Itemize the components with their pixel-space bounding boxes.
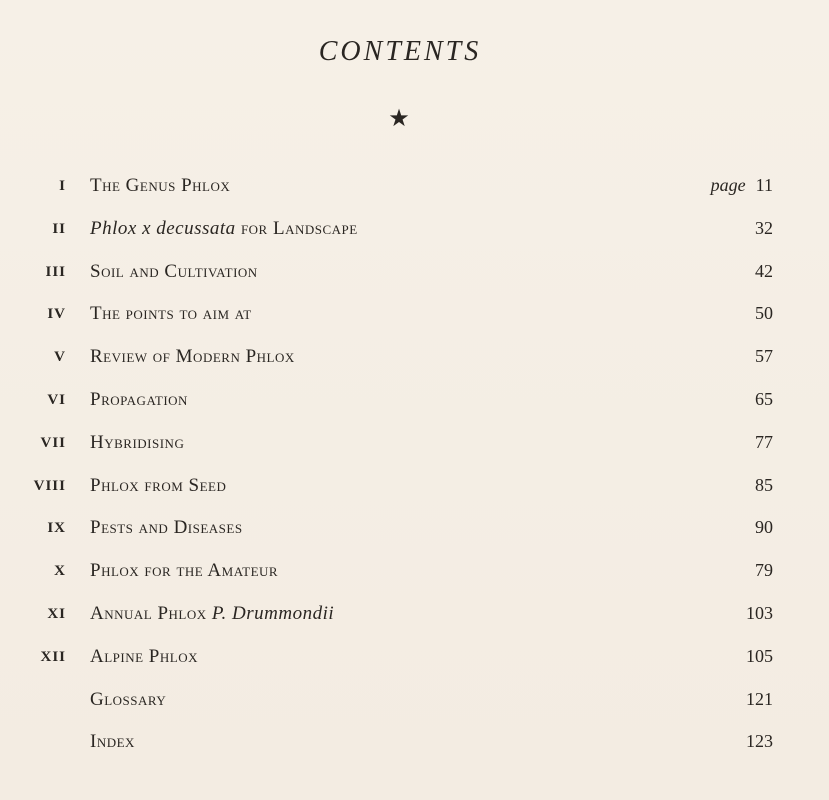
- chapter-title: [90, 560, 278, 582]
- chapter-title: [90, 517, 243, 539]
- page-value: 11: [755, 175, 773, 195]
- title-part: Index: [90, 731, 135, 753]
- chapter-title: [90, 303, 252, 325]
- chapter-number: II: [52, 220, 66, 237]
- page-number: [746, 603, 773, 624]
- title-part: Review of Modern Phlox: [90, 346, 295, 368]
- page-number: [755, 475, 773, 496]
- chapter-number: X: [54, 563, 66, 580]
- page-label: page: [710, 175, 746, 195]
- toc-entry: [0, 259, 829, 289]
- page-value: 57: [755, 346, 773, 367]
- toc-entry: [0, 430, 829, 460]
- page-number: [755, 389, 773, 410]
- chapter-title: [90, 689, 166, 711]
- toc-entry: [0, 344, 829, 374]
- chapter-number: VII: [40, 434, 66, 451]
- chapter-title: [90, 731, 135, 753]
- chapter-number: IX: [47, 520, 66, 537]
- page-number: [755, 560, 773, 581]
- toc-entry: [0, 387, 829, 417]
- chapter-number: III: [45, 263, 66, 280]
- title-part: Pests and Diseases: [90, 517, 243, 539]
- page-number: [755, 346, 773, 367]
- chapter-number: VIII: [33, 477, 66, 494]
- title-italic-part: P. Drummondii: [211, 603, 335, 624]
- page-value: 105: [746, 645, 773, 666]
- page-value: 103: [746, 603, 773, 623]
- title-part: for Landscape: [235, 217, 358, 239]
- page-value: 85: [755, 474, 773, 495]
- title-part: Annual Phlox: [90, 603, 212, 624]
- page-number: [755, 218, 773, 239]
- chapter-title: [90, 389, 188, 411]
- page-value: 121: [746, 688, 773, 709]
- page-number: [746, 731, 773, 752]
- title-part: Glossary: [90, 688, 167, 710]
- title-part: The Genus Phlox: [90, 175, 231, 196]
- chapter-number: I: [59, 178, 66, 194]
- toc-entry: [0, 301, 829, 331]
- title-italic-part: Phlox x decussata: [90, 217, 236, 239]
- title-part: Alpine Phlox: [90, 645, 198, 667]
- page-number: [755, 261, 773, 282]
- toc-entry: [0, 173, 829, 203]
- page-value: 50: [755, 303, 773, 324]
- title-part: The points to aim at: [90, 303, 252, 325]
- chapter-number: XII: [40, 648, 66, 665]
- toc-entry: [0, 558, 829, 588]
- page-value: 42: [755, 260, 773, 281]
- chapter-title: [90, 432, 184, 454]
- page-number: [755, 517, 773, 538]
- page-number: [755, 303, 773, 324]
- page-value: 90: [755, 517, 773, 538]
- toc-entry: [0, 729, 829, 759]
- page-value: 79: [755, 560, 773, 581]
- toc-entry: [0, 644, 829, 674]
- chapter-number: V: [54, 349, 66, 366]
- page-value: 65: [755, 389, 773, 409]
- toc-entry: [0, 216, 829, 246]
- page-number: [755, 432, 773, 453]
- chapter-title: [90, 218, 358, 240]
- toc-entry: [0, 515, 829, 545]
- page-value: 123: [746, 731, 773, 752]
- chapter-number: IV: [47, 306, 66, 323]
- title-part: Propagation: [90, 389, 188, 410]
- chapter-title: [90, 475, 226, 497]
- page-number: [711, 175, 773, 196]
- chapter-title: [90, 646, 198, 668]
- page-value: 32: [755, 217, 773, 238]
- title-part: Hybridising: [90, 431, 185, 453]
- page-number: [746, 689, 773, 710]
- chapter-title: [90, 346, 295, 368]
- page-value: 77: [755, 431, 773, 452]
- title-part: Phlox for the Amateur: [90, 560, 279, 582]
- chapter-title: [90, 603, 334, 625]
- chapter-number: VI: [47, 392, 66, 408]
- chapter-title: [90, 175, 230, 197]
- title-part: Phlox from Seed: [90, 474, 227, 496]
- title-part: Soil and Cultivation: [90, 260, 258, 282]
- toc-entry: [0, 687, 829, 717]
- toc-entry: [0, 473, 829, 503]
- star-ornament-icon: ★: [388, 106, 410, 132]
- chapter-number: XI: [47, 606, 66, 622]
- toc-entry: [0, 601, 829, 631]
- page-number: [746, 646, 773, 667]
- page-title: CONTENTS: [318, 36, 482, 67]
- chapter-title: [90, 261, 258, 283]
